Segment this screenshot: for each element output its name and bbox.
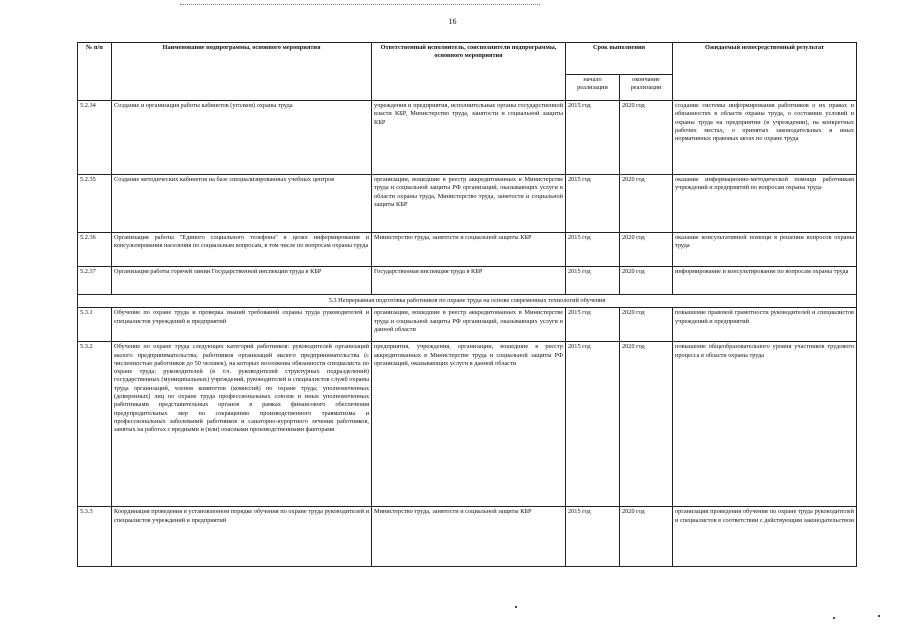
header-name: Наименование подпрограммы, основного мероприятия: [112, 43, 372, 101]
row-result: создание системы информирования работников о их правах и обязанностях в области охраны труда, о состоянии условий и охраны труда на предприятии (в учреждении), на конкретных рабочих местах, о принятых законодательных и иных нормативных правовых актах по охране труда: [673, 101, 857, 175]
scan-speck: [878, 615, 880, 617]
row-start: 2015 год: [566, 101, 620, 175]
row-end: 2020 год: [620, 507, 673, 567]
page-number: 16: [448, 17, 457, 26]
row-name: Обучение по охране труда и проверка знаний требований охраны труда руководителей и специалистов учреждений и предприятий: [112, 308, 372, 342]
row-result: оказание консультативной помощи в решении вопросов охраны труда: [673, 233, 857, 267]
row-name: Создание и организация работы кабинетов (уголков) охраны труда: [112, 101, 372, 175]
table-row: [78, 101, 857, 175]
section-title: 5.3 Непрерывная подготовка работников по охране труда на основе современных технологий обучения: [78, 295, 857, 308]
row-result: повышение правовой грамотности руководителей и специалистов учреждений и предприятий: [673, 308, 857, 342]
row-start: 2015 год: [566, 507, 620, 567]
table-row: [78, 267, 857, 295]
row-result: повышение общеобразовательного уровня участников трудового процесса в области охраны труда: [673, 342, 857, 507]
row-num: 5.2.35: [78, 175, 112, 233]
row-name: Организация работы горячей линии Государственной инспекции труда в КБР: [112, 267, 372, 295]
row-end: 2020 год: [620, 308, 673, 342]
header-end: окончание реализации: [620, 75, 673, 101]
table-row: [78, 233, 857, 267]
row-num: 5.3.2: [78, 342, 112, 507]
row-num: 5.2.36: [78, 233, 112, 267]
row-result: оказание информационно-методической помощи работникам учреждений и предприятий по вопросам охраны труда: [673, 175, 857, 233]
row-num: 5.3.3: [78, 507, 112, 567]
row-num: 5.3.1: [78, 308, 112, 342]
row-end: 2020 год: [620, 342, 673, 507]
row-name: Организация работы "Единого социального телефона" в целях информирования и консультирования населения по социальным вопросам, в том числе по вопросам охраны труда: [112, 233, 372, 267]
table-row: [78, 507, 857, 567]
row-result: информирование и консультирование по вопросам охраны труда: [673, 267, 857, 295]
row-executor: предприятия, учреждения, организации, вошедшие в реестр аккредитованных в Министерстве труда и социальной защиты РФ организаций, оказывающих услуги в данной области: [372, 342, 566, 507]
row-start: 2015 год: [566, 267, 620, 295]
top-scan-rule: [180, 4, 540, 5]
row-executor: Министерство труда, занятости и социальной защиты КБР: [372, 233, 566, 267]
measures-table: [77, 42, 857, 567]
row-executor: организации, вошедшие в реестр аккредитованных в Министерстве труда и социальной защиты РФ организаций, оказывающих услуги в области охраны труда, Министерство труда, занятости и социальной защиты КБР: [372, 175, 566, 233]
row-num: 5.2.34: [78, 101, 112, 175]
header-result: Ожидаемый непосредственный результат: [673, 43, 857, 101]
row-executor: Государственная инспекция труда в КБР: [372, 267, 566, 295]
row-name: Координация проведения в установленном порядке обучения по охране труда руководителей и специалистов учреждений и предприятий: [112, 507, 372, 567]
scan-speck: [833, 617, 835, 619]
table-row: [78, 175, 857, 233]
row-end: 2020 год: [620, 175, 673, 233]
section-row: [78, 295, 857, 308]
row-num: 5.2.37: [78, 267, 112, 295]
row-start: 2015 год: [566, 233, 620, 267]
row-result: организация проведения обучения по охране труда руководителей и специалистов в соответствии с действующим законодательством: [673, 507, 857, 567]
row-executor: учреждения и предприятия, исполнительные органы государственной власти КБР, Министерство труда, занятости и социальной защиты КБР: [372, 101, 566, 175]
row-start: 2015 год: [566, 342, 620, 507]
table-row: [78, 308, 857, 342]
row-start: 2015 год: [566, 308, 620, 342]
row-executor: Министерство труда, занятости и социальной защиты КБР: [372, 507, 566, 567]
header-row: [78, 43, 857, 75]
row-end: 2020 год: [620, 233, 673, 267]
header-start: начало реализации: [566, 75, 620, 101]
header-period: Срок выполнения: [566, 43, 673, 75]
header-num: № п/п: [78, 43, 112, 101]
row-end: 2020 год: [620, 267, 673, 295]
header-executor: Ответственный исполнитель, соисполнители подпрограммы, основного мероприятия: [372, 43, 566, 101]
row-start: 2015 год: [566, 175, 620, 233]
row-end: 2020 год: [620, 101, 673, 175]
row-executor: организации, вошедшие в реестр аккредитованных в Министерстве труда и социальной защиты РФ организаций, оказывающих услуги в данной области: [372, 308, 566, 342]
table-row: [78, 342, 857, 507]
scan-speck: [515, 606, 517, 608]
row-name: Обучение по охране труда следующих категорий работников: руководителей организаций малого предпринимательства; работников организаций малого предпринимательства (с численностью работников до 50 человек), на которых возложены обязанности специалиста по охране труда; руководителей (в т.ч. руководителей структурных подразделений) государственных (муниципальных) учреждений, руководителей и специалистов служб охраны труда организаций, членов комитетов (комиссий) по охране труда; уполномоченных (доверенных) лиц по охране труда профессиональных союзов и иных уполномоченных работниками представительных органов в рамках финансового обеспечения предупредительных мер по сокращению производственного травматизма и профессиональных заболеваний работников и санаторно-курортного лечения работников, занятых на работах с вредными и (или) опасными производственными факторами: [112, 342, 372, 507]
row-name: Создание методических кабинетов на базе специализированных учебных центров: [112, 175, 372, 233]
